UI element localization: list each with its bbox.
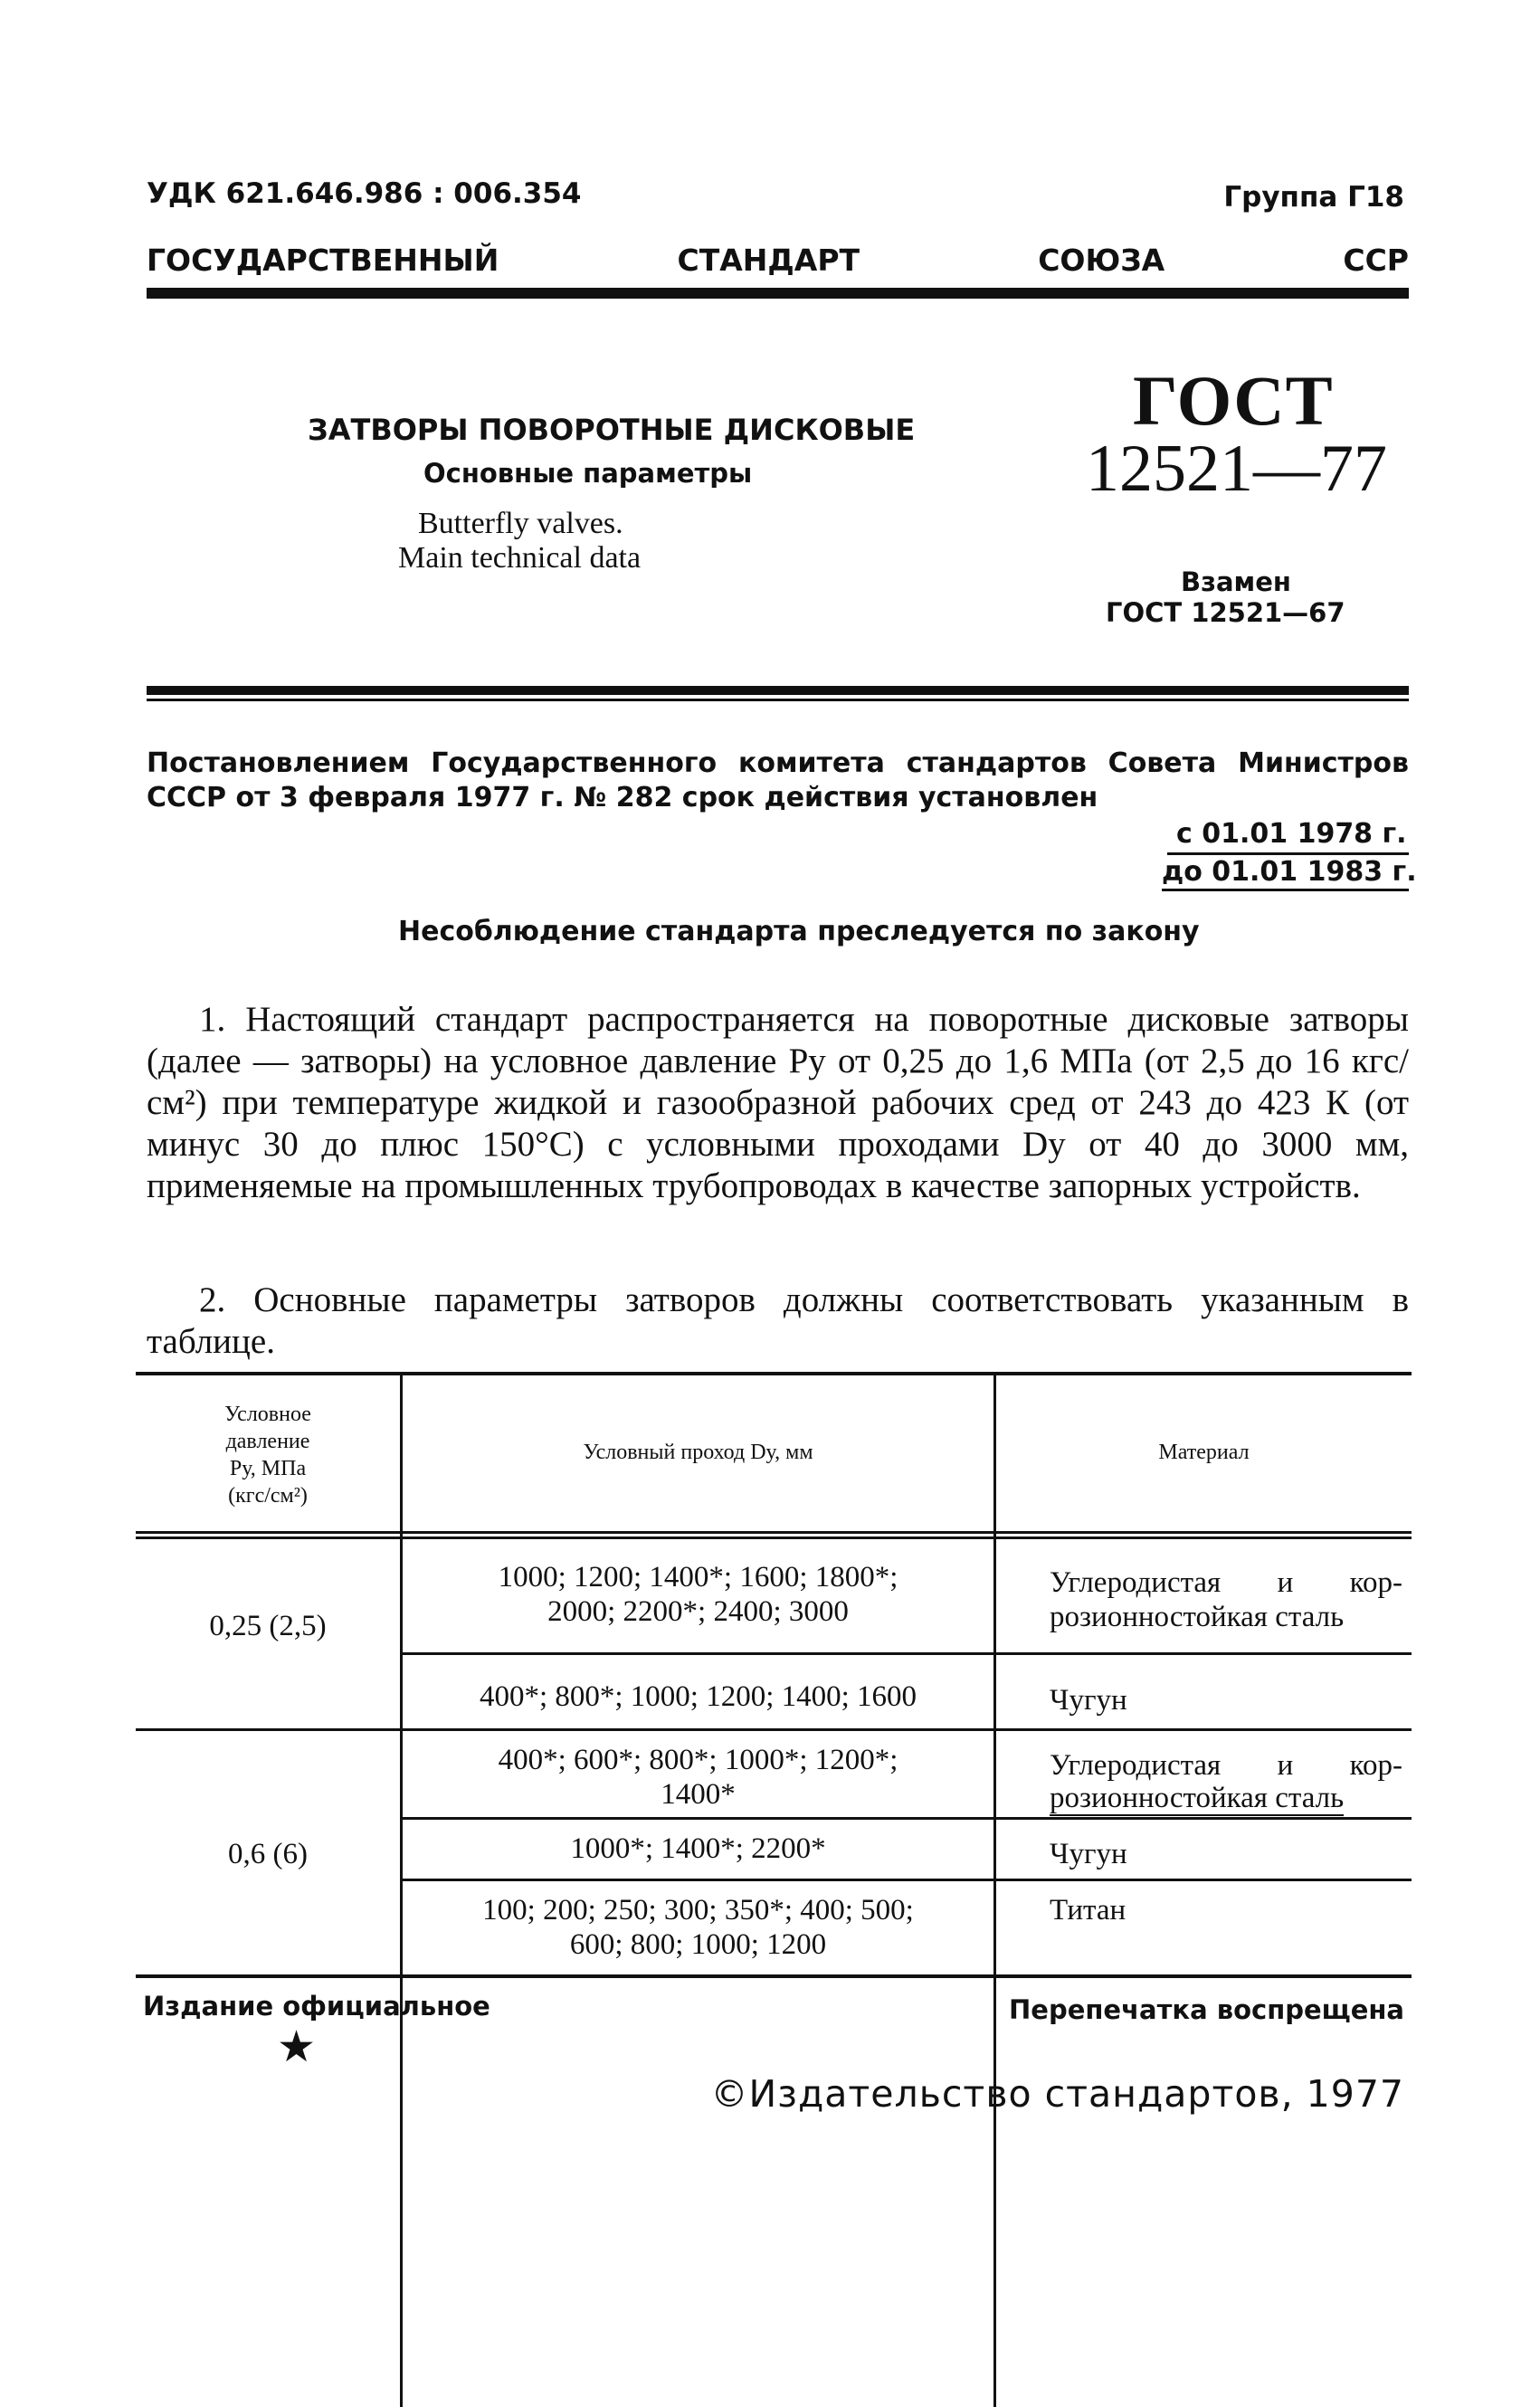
decree-word: стандартов [906, 747, 1087, 779]
cell-material: Углеродистая и кор- [1050, 1749, 1402, 1782]
table-top-rule [136, 1372, 1412, 1375]
cell-material [1050, 1781, 1412, 1815]
table-row-divider [403, 1879, 1412, 1881]
table-row-divider [403, 1817, 1412, 1820]
cell-passage [403, 1560, 993, 1629]
section-rule-thick [147, 686, 1409, 695]
group-code: Группа Г18 [1223, 181, 1404, 214]
banner-word: СТАНДАРТ [677, 243, 860, 278]
decree-line1 [147, 747, 1409, 779]
table-bottom-rule [136, 1974, 1412, 1978]
cell-pressure: 0,25 (2,5) [209, 1610, 327, 1642]
reprint-notice: Перепечатка воспрещена [1009, 1994, 1404, 2025]
cell-passage [403, 1743, 993, 1812]
cell-material: Чугун [1050, 1684, 1127, 1717]
gost-label: ГОСТ [1133, 361, 1334, 440]
header-pressure [136, 1401, 400, 1509]
title-english-line1: Butterfly valves. [418, 507, 623, 540]
header-pressure-line: Pу, МПа [229, 1457, 307, 1480]
table-column-divider [400, 1375, 403, 2407]
official-edition: Издание официальное [143, 1991, 490, 2022]
section-rule-thin [147, 699, 1409, 701]
title-english-line2: Main technical data [398, 541, 642, 575]
cell-passage: 1000*; 1400*; 2200* [570, 1832, 826, 1865]
decree-word: Совета [1107, 747, 1217, 779]
header-pressure-line: давление [225, 1430, 310, 1453]
header-material: Материал [1158, 1441, 1250, 1464]
paragraph-parameters: 2. Основные параметры затворов должны соответствовать указанным в таблице. [147, 1280, 1409, 1361]
header-pressure-line: (кгс/см²) [228, 1484, 308, 1508]
decree-word: Министров [1238, 747, 1409, 779]
table-header-rule [136, 1536, 1412, 1539]
decree-word: Государственного [431, 747, 718, 779]
star-icon: ★ [277, 2023, 317, 2071]
banner-word: ГОСУДАРСТВЕННЫЙ [147, 243, 499, 278]
cell-line: 400*; 600*; 800*; 1000*; 1200*; [498, 1744, 898, 1776]
date-underline [1167, 852, 1409, 855]
date-underline [1162, 889, 1409, 891]
cell-material-text: розионностойкая сталь [1050, 1782, 1345, 1814]
cell-line: 1400* [661, 1778, 736, 1811]
cell-passage: 400*; 800*; 1000; 1200; 1400; 1600 [479, 1680, 917, 1713]
cell-line: 1000; 1200; 1400*; 1600; 1800*; [498, 1561, 898, 1594]
udc-code: УДК 621.646.986 : 006.354 [147, 177, 582, 210]
cell-material: Чугун [1050, 1838, 1127, 1870]
law-notice: Несоблюдение стандарта преследуется по закону [398, 916, 1200, 947]
table-row-divider [136, 1728, 1412, 1731]
cell-line: 100; 200; 250; 300; 350*; 400; 500; [482, 1894, 914, 1927]
cell-material: розионностойкая сталь [1050, 1601, 1345, 1633]
header-rule [147, 288, 1409, 299]
state-standard-banner [147, 243, 1409, 278]
decree-word: Постановлением [147, 747, 410, 779]
decree-line2: СССР от 3 февраля 1977 г. № 282 срок действия установлен [147, 782, 1098, 813]
cell-passage [403, 1893, 993, 1962]
header-passage: Условный проход Dу, мм [583, 1441, 813, 1464]
validity-to: до 01.01 1983 г. [1162, 856, 1417, 888]
decree-word: комитета [737, 747, 885, 779]
instead-value: ГОСТ 12521—67 [1106, 597, 1345, 628]
table-header-rule [136, 1531, 1412, 1534]
instead-label: Взамен [1181, 566, 1291, 597]
table-row-divider [403, 1652, 1412, 1655]
cell-pressure: 0,6 (6) [228, 1838, 308, 1870]
gost-number: 12521—77 [1086, 432, 1387, 506]
header-pressure-line: Условное [224, 1403, 311, 1426]
publisher-copyright: ©Издательство стандартов, 1977 [710, 2072, 1404, 2116]
subtitle-russian: Основные параметры [423, 458, 753, 489]
banner-word: СОЮЗА [1038, 243, 1165, 278]
paragraph-scope: 1. Настоящий стандарт распространяется на поворотные дисковые затворы (далее — затворы) на условное давление Pу от 0,25 до 1,6 МПа (от 2,5 до 16 кгс/см²) при температуре жидкой и газообразной рабочих сред от 243 до 423 К (от минус 30 до плюс 150°С) с условными проходами Dу от 40 до 3000 мм, применяемые на промышленных трубопроводах в качестве запорных устройств. [147, 1000, 1409, 1205]
cell-material: Углеродистая и кор- [1050, 1566, 1402, 1599]
title-russian: ЗАТВОРЫ ПОВОРОТНЫЕ ДИСКОВЫЕ [308, 413, 916, 447]
table-column-divider [993, 1375, 996, 2407]
cell-line: 600; 800; 1000; 1200 [569, 1928, 827, 1961]
validity-from: с 01.01 1978 г. [1176, 818, 1407, 850]
banner-word: ССР [1343, 243, 1409, 278]
cell-material: Титан [1050, 1894, 1126, 1927]
cell-line: 2000; 2200*; 2400; 3000 [547, 1595, 849, 1628]
